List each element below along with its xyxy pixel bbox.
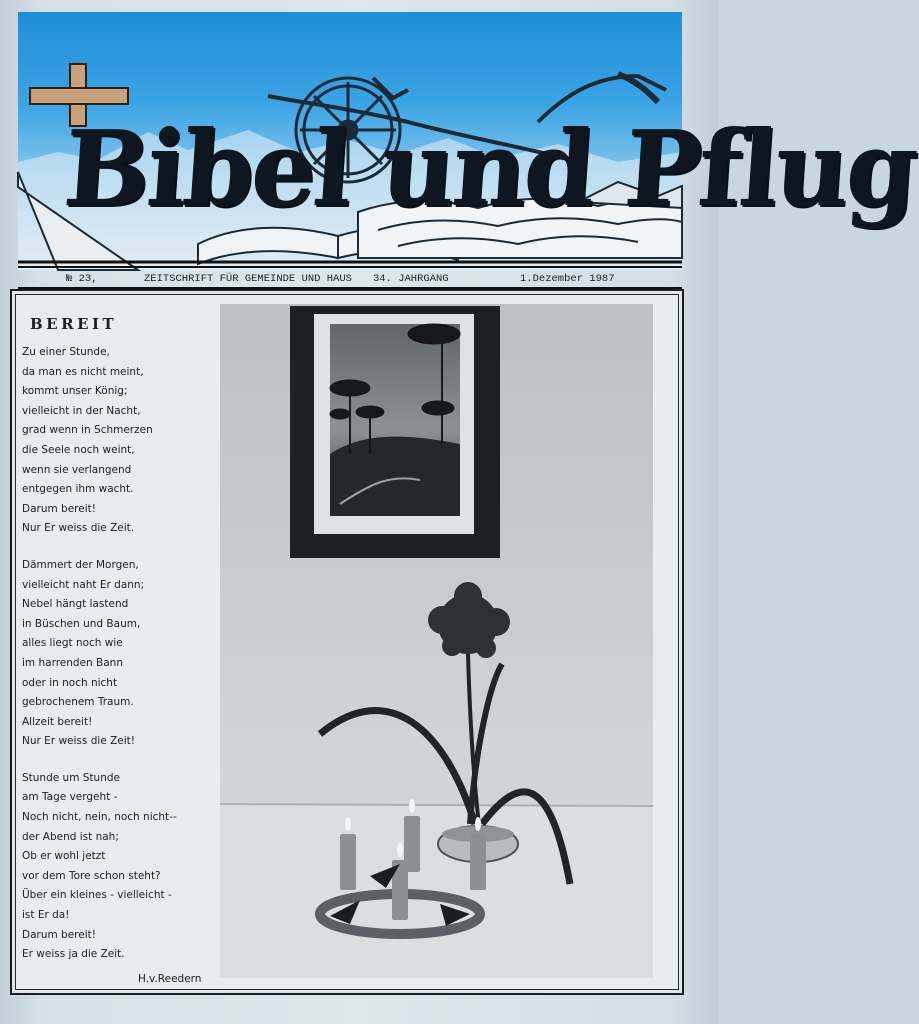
poem-stanza-2: [22, 556, 222, 752]
poem-line: der Abend ist nah;: [22, 830, 119, 843]
poem-line: Stunde um Stunde: [22, 771, 120, 784]
poem-line: Darum bereit!: [22, 928, 96, 941]
framed-picture: [290, 306, 500, 558]
publication-subtitle: ZEITSCHRIFT FÜR GEMEINDE UND HAUS: [144, 273, 352, 285]
poem: [22, 315, 222, 982]
masthead-title: Bibel und Pflug: [60, 107, 919, 230]
poem-line: da man es nicht meint,: [22, 365, 144, 378]
poem-line: vielleicht naht Er dann;: [22, 578, 145, 591]
poem-line: Er weiss ja die Zeit.: [22, 948, 125, 961]
poem-line: ist Er da!: [22, 909, 70, 922]
poem-line: entgegen ihm wacht.: [22, 483, 134, 496]
table-surface: [220, 804, 653, 978]
poem-line: gebrochenem Traum.: [22, 696, 134, 709]
poem-line: Nur Er weiss die Zeit!: [22, 735, 135, 748]
poem-line: die Seele noch weint,: [22, 443, 135, 456]
poem-line: Dämmert der Morgen,: [22, 558, 139, 571]
poem-line: Darum bereit!: [22, 502, 96, 515]
poem-line: Ob er wohl jetzt: [22, 850, 106, 863]
advent-photo: [220, 304, 653, 978]
poem-line: vielleicht in der Nacht,: [22, 404, 141, 417]
masthead-rule-top: [18, 266, 682, 268]
poem-line: in Büschen und Baum,: [22, 617, 141, 630]
poem-line: Nebel hängt lastend: [22, 598, 129, 611]
poem-author: H.v.Reedern: [138, 973, 202, 985]
poem-line: Allzeit bereit!: [22, 715, 93, 728]
poem-line: im harrenden Bann: [22, 656, 123, 669]
poem-line: kommt unser König;: [22, 385, 128, 398]
issue-date: 1.Dezember 1987: [520, 273, 615, 285]
poem-line: Noch nicht, nein, noch nicht--: [22, 811, 177, 824]
poem-line: oder in noch nicht: [22, 676, 118, 689]
poem-line: vor dem Tore schon steht?: [22, 869, 161, 882]
issue-number: № 23,: [66, 273, 98, 285]
poem-line: am Tage vergeht -: [22, 791, 118, 804]
poem-line: Zu einer Stunde,: [22, 346, 110, 358]
poem-line: wenn sie verlangend: [22, 463, 132, 476]
poem-line: Über ein kleines - vielleicht -: [22, 889, 172, 902]
poem-line: alles liegt noch wie: [22, 637, 123, 650]
poem-line: Nur Er weiss die Zeit.: [22, 522, 135, 535]
poem-stanza-1: [22, 343, 222, 539]
poem-stanza-3: [22, 769, 222, 965]
poem-line: grad wenn in Schmerzen: [22, 424, 153, 437]
poem-title: BEREIT: [30, 315, 118, 333]
issue-info-bar: [18, 272, 682, 288]
volume-label: 34. JAHRGANG: [373, 273, 449, 285]
masthead-banner: [18, 12, 919, 270]
